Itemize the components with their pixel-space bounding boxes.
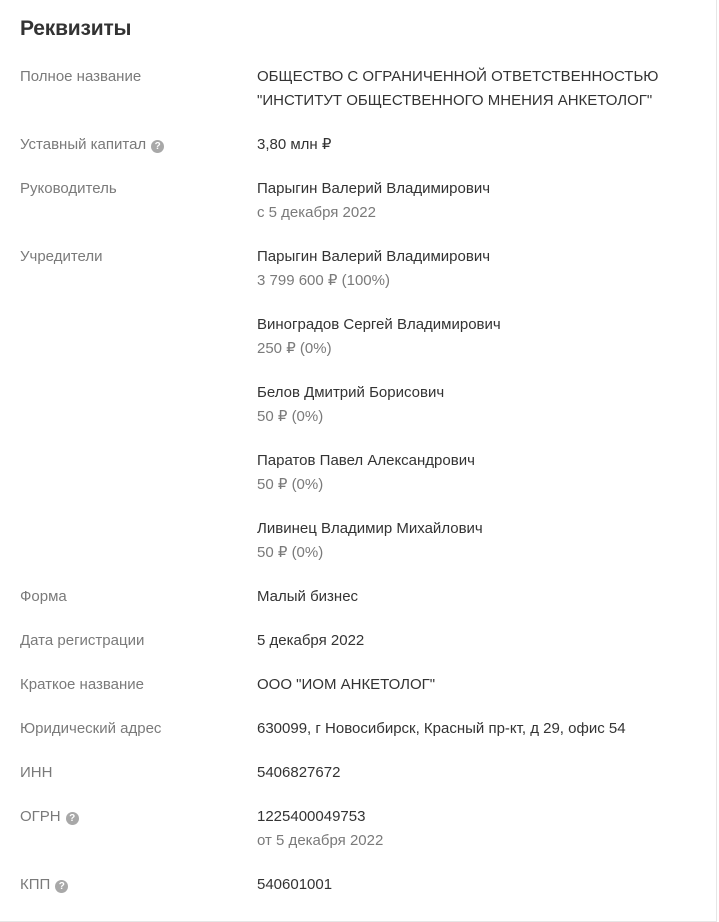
founder-share: 250 ₽ (0%) xyxy=(257,340,332,357)
question-circle-icon[interactable]: ? xyxy=(55,880,68,893)
kpp-label-row xyxy=(20,873,68,897)
form-value: Малый бизнес xyxy=(257,588,359,605)
full-name-label: Полное название xyxy=(20,68,142,85)
capital-label-row xyxy=(20,133,164,157)
short-name-value: ООО "ИОМ АНКЕТОЛОГ" xyxy=(257,676,436,693)
inn-value: 5406827672 xyxy=(257,764,341,781)
director-label: Руководитель xyxy=(20,180,117,197)
reg-date-label: Дата регистрации xyxy=(20,632,145,649)
ogrn-label: ОГРН xyxy=(20,808,61,825)
kpp-label: КПП xyxy=(20,876,51,893)
short-name-label: Краткое название xyxy=(20,676,145,693)
director-name[interactable]: Парыгин Валерий Владимирович xyxy=(257,180,491,197)
reg-date-value: 5 декабря 2022 xyxy=(257,632,365,649)
founder-name[interactable]: Парыгин Валерий Владимирович xyxy=(257,248,491,265)
kpp-value: 540601001 xyxy=(257,876,333,893)
founder-share: 50 ₽ (0%) xyxy=(257,408,324,425)
address-label: Юридический адрес xyxy=(20,720,162,737)
founder-share: 50 ₽ (0%) xyxy=(257,476,324,493)
address-value: 630099, г Новосибирск, Красный пр-кт, д 29, офис 54 xyxy=(257,720,626,737)
director-since: с 5 декабря 2022 xyxy=(257,204,376,221)
founder-name[interactable]: Паратов Павел Александрович xyxy=(257,452,475,469)
section-title: Реквизиты xyxy=(20,17,132,40)
capital-label: Уставный капитал xyxy=(20,136,147,153)
founder-name[interactable]: Ливинец Владимир Михайлович xyxy=(257,520,483,537)
inn-label: ИНН xyxy=(20,764,53,781)
ogrn-value: 1225400049753 xyxy=(257,808,366,825)
full-name-line2: "ИНСТИТУТ ОБЩЕСТВЕННОГО МНЕНИЯ АНКЕТОЛОГ" xyxy=(257,92,653,109)
ogrn-date: от 5 декабря 2022 xyxy=(257,832,384,849)
full-name-line1: ОБЩЕСТВО С ОГРАНИЧЕННОЙ ОТВЕТСТВЕННОСТЬЮ xyxy=(257,68,659,85)
founder-share: 3 799 600 ₽ (100%) xyxy=(257,272,390,289)
founder-name[interactable]: Белов Дмитрий Борисович xyxy=(257,384,445,401)
question-circle-icon[interactable]: ? xyxy=(151,140,164,153)
ogrn-label-row xyxy=(20,805,79,829)
capital-value: 3,80 млн ₽ xyxy=(257,136,332,153)
form-label: Форма xyxy=(20,588,67,605)
founders-label: Учредители xyxy=(20,248,103,265)
founder-name[interactable]: Виноградов Сергей Владимирович xyxy=(257,316,501,333)
founder-share: 50 ₽ (0%) xyxy=(257,544,324,561)
question-circle-icon[interactable]: ? xyxy=(66,812,79,825)
